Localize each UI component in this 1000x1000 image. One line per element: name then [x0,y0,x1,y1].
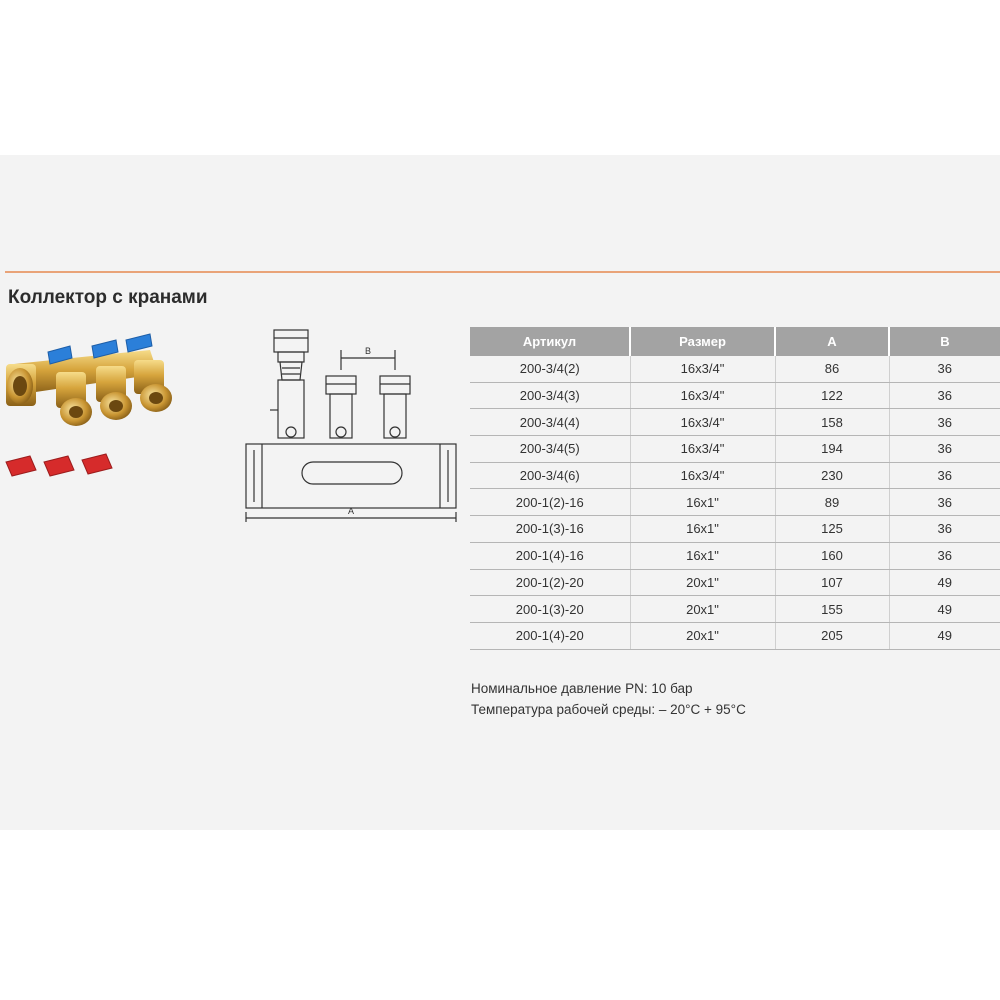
cell-a: 194 [775,436,889,463]
cell-size: 20x1" [630,622,775,649]
cell-a: 230 [775,462,889,489]
temperature-note: Температура рабочей среды: – 20°C + 95°C [471,702,746,717]
cell-article: 200-3/4(2) [470,356,630,382]
table-row [470,569,1000,596]
cell-article: 200-3/4(6) [470,462,630,489]
cell-b: 36 [889,436,1000,463]
cell-article: 200-3/4(4) [470,409,630,436]
cell-article: 200-1(2)-20 [470,569,630,596]
cell-b: 36 [889,542,1000,569]
cell-size: 16x3/4" [630,409,775,436]
cell-a: 89 [775,489,889,516]
cell-article: 200-1(3)-20 [470,596,630,623]
cell-b: 36 [889,356,1000,382]
cell-article: 200-3/4(5) [470,436,630,463]
cell-article: 200-1(4)-20 [470,622,630,649]
header-a: A [775,327,889,356]
table-row [470,489,1000,516]
table-row [470,356,1000,382]
cell-size: 16x3/4" [630,356,775,382]
header-article: Артикул [470,327,630,356]
header-size: Размер [630,327,775,356]
table-row [470,382,1000,409]
manifold-photo [0,330,190,490]
table-row [470,462,1000,489]
table-row [470,596,1000,623]
table-row [470,516,1000,543]
cell-a: 155 [775,596,889,623]
cell-a: 205 [775,622,889,649]
pressure-note: Номинальное давление PN: 10 бар [471,681,693,696]
cell-b: 36 [889,409,1000,436]
cell-a: 158 [775,409,889,436]
table-header-row [470,327,1000,356]
cell-size: 16x1" [630,516,775,543]
cell-b: 49 [889,569,1000,596]
specs-table [470,327,1000,650]
cell-size: 20x1" [630,569,775,596]
cell-size: 16x1" [630,542,775,569]
cell-a: 86 [775,356,889,382]
accent-divider [5,271,1000,273]
manifold-drawing [240,320,460,525]
table-row [470,622,1000,649]
cell-a: 107 [775,569,889,596]
dimension-b-label: B [364,346,372,356]
cell-b: 36 [889,382,1000,409]
cell-b: 36 [889,489,1000,516]
table-row [470,409,1000,436]
cell-b: 36 [889,516,1000,543]
cell-a: 122 [775,382,889,409]
cell-size: 16x3/4" [630,382,775,409]
cell-size: 16x3/4" [630,436,775,463]
page-title: Коллектор с кранами [8,287,208,308]
cell-b: 36 [889,462,1000,489]
cell-article: 200-1(2)-16 [470,489,630,516]
cell-size: 16x1" [630,489,775,516]
header-b: B [889,327,1000,356]
cell-article: 200-3/4(3) [470,382,630,409]
table-row [470,436,1000,463]
cell-b: 49 [889,622,1000,649]
cell-size: 20x1" [630,596,775,623]
cell-a: 160 [775,542,889,569]
cell-a: 125 [775,516,889,543]
dimension-a-label: A [347,506,355,516]
cell-article: 200-1(3)-16 [470,516,630,543]
notes [471,678,746,720]
cell-b: 49 [889,596,1000,623]
table-row [470,542,1000,569]
cell-article: 200-1(4)-16 [470,542,630,569]
cell-size: 16x3/4" [630,462,775,489]
